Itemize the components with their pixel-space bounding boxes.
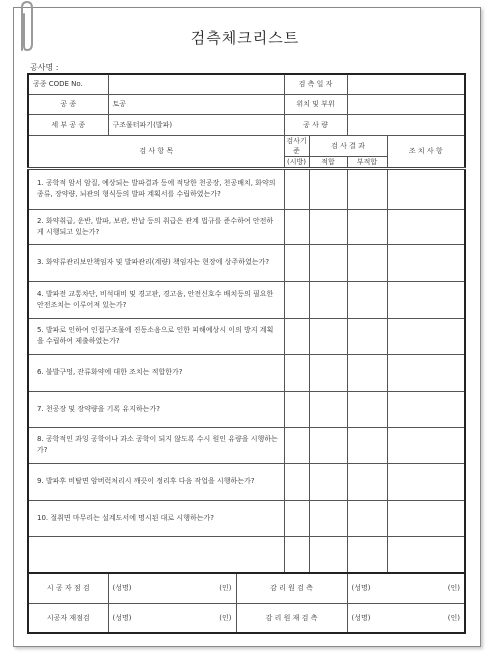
sign-name-label: (성명) [351,584,371,593]
criteria-cell [284,463,309,500]
empty-item-cell [28,536,284,573]
code-label: 공종 CODE No. [28,74,108,94]
location-label: 위치 및 부위 [284,94,347,114]
action-cell [387,391,465,427]
pass-cell [309,354,347,391]
sign-name-label: (성명) [351,613,371,622]
header-row-work-type [28,94,465,114]
fail-cell [347,318,387,354]
column-result-header: 검 사 결 과 [309,135,387,156]
check-item-row [28,209,465,244]
criteria-cell [284,209,309,244]
seal-label: (인) [219,613,232,622]
date-label: 검 측 일 자 [284,74,347,94]
sub-type-value: 구조물터파기(발파) [108,114,284,135]
check-item-text: 3. 화약류관리보안책임자 및 발파관리(계량) 책임자는 현장에 상주하였는가? [28,244,284,281]
fail-cell [347,168,387,209]
action-cell [387,354,465,391]
supervisor-check-label: 감 리 원 검 측 [236,573,347,603]
check-item-row [28,391,465,427]
column-criteria-header: 검사기준 [284,135,309,156]
seal-label: (인) [447,613,461,622]
check-item-row [28,281,465,318]
criteria-cell [284,391,309,427]
check-item-text: 2. 화약취급, 운반, 발파, 보관, 반납 등의 취급은 관계 법규를 준수하여 안전하게 시행되고 있는가? [28,209,284,244]
pass-cell [309,168,347,209]
constructor-recheck-sign [108,603,236,633]
check-item-text: 6. 불발구멍, 잔류화약에 대한 조치는 적합한가? [28,354,284,391]
column-result-pass: 적합 [309,156,347,168]
sign-name-label: (성명) [112,613,132,622]
page-title: 검측체크리스트 [190,29,300,47]
column-action-header: 조 치 사 항 [387,135,465,168]
action-cell [387,318,465,354]
pass-cell [309,209,347,244]
criteria-cell [284,354,309,391]
criteria-cell [284,427,309,463]
code-value [108,74,284,94]
check-item-row-empty [28,536,465,573]
pass-cell [309,318,347,354]
check-item-row [28,463,465,500]
check-item-text: 7. 천공장 및 장약량을 기록 유지하는가? [28,391,284,427]
criteria-cell [284,318,309,354]
pass-cell [309,463,347,500]
supervisor-check-sign [347,573,465,603]
location-value [347,94,465,114]
action-cell [387,281,465,318]
constructor-recheck-label: 시공자 재점검 [28,603,108,633]
action-cell [387,463,465,500]
check-item-row [28,354,465,391]
check-item-text: 9. 발파후 비탈면 암버럭처리시 깨끗이 정리후 다음 작업을 시행하는가? [28,463,284,500]
check-item-text: 4. 발파전 교통차단, 비석대비 및 경고판, 경고음, 안전신호수 배치등의 필요한 안전조치는 이루어져 있는가? [28,281,284,318]
check-item-text: 8. 공학적인 과잉 공학이나 과소 공학이 되지 않도록 수시 원인 유량을 시행하는가? [28,427,284,463]
check-item-row [28,427,465,463]
sign-name-label: (성명) [112,584,132,593]
work-type-label: 공 종 [28,94,108,114]
column-item-header: 검 사 항 목 [28,135,284,168]
criteria-cell [284,281,309,318]
criteria-cell [284,500,309,536]
action-cell [387,209,465,244]
header-row-sub-type [28,114,465,135]
check-item-row [28,500,465,536]
criteria-cell [284,536,309,573]
date-value [347,74,465,94]
pass-cell [309,500,347,536]
criteria-cell [284,244,309,281]
action-cell [387,168,465,209]
fail-cell [347,500,387,536]
seal-label: (인) [447,584,461,593]
column-result-fail: 부적합 [347,156,387,168]
fail-cell [347,427,387,463]
fail-cell [347,354,387,391]
column-header-row-top [28,135,465,156]
pass-cell [309,244,347,281]
check-item-row [28,244,465,281]
constructor-check-label: 시 공 자 점 검 [28,573,108,603]
check-item-row [28,168,465,209]
check-item-text: 10. 절취면 마무리는 설계도서에 명시된 대로 시행하는가? [28,500,284,536]
fail-cell [347,391,387,427]
company-name-label: 공사명 : [30,63,59,72]
pass-cell [309,536,347,573]
sub-type-label: 세 부 공 종 [28,114,108,135]
pass-cell [309,391,347,427]
header-row-code [28,74,465,94]
action-cell [387,536,465,573]
volume-label: 공 사 량 [284,114,347,135]
action-cell [387,427,465,463]
fail-cell [347,536,387,573]
check-item-row [28,318,465,354]
criteria-cell [284,168,309,209]
signature-row-recheck [28,603,465,633]
checklist-table [27,73,466,634]
pass-cell [309,281,347,318]
pass-cell [309,427,347,463]
fail-cell [347,209,387,244]
fail-cell [347,463,387,500]
fail-cell [347,281,387,318]
action-cell [387,244,465,281]
check-item-text: 5. 발파로 인하여 인접구조물에 진동소음으로 인한 피해예상시 이의 방지 계획을 수립하여 제출하였는가? [28,318,284,354]
supervisor-recheck-sign [347,603,465,633]
supervisor-recheck-label: 감 리 원 재 검 측 [236,603,347,633]
fail-cell [347,244,387,281]
signature-row-check [28,573,465,603]
volume-value [347,114,465,135]
column-criteria-sub: (시방) [284,156,309,168]
check-item-text: 1. 공학적 암서 암질, 예상되는 발파결과 등에 적당한 천공장, 천공배치, 화약의 종류, 장약량, 뇌관의 형식등의 발파 계획서를 수립하였는가? [28,168,284,209]
action-cell [387,500,465,536]
seal-label: (인) [219,584,232,593]
constructor-check-sign [108,573,236,603]
work-type-value: 토공 [108,94,284,114]
